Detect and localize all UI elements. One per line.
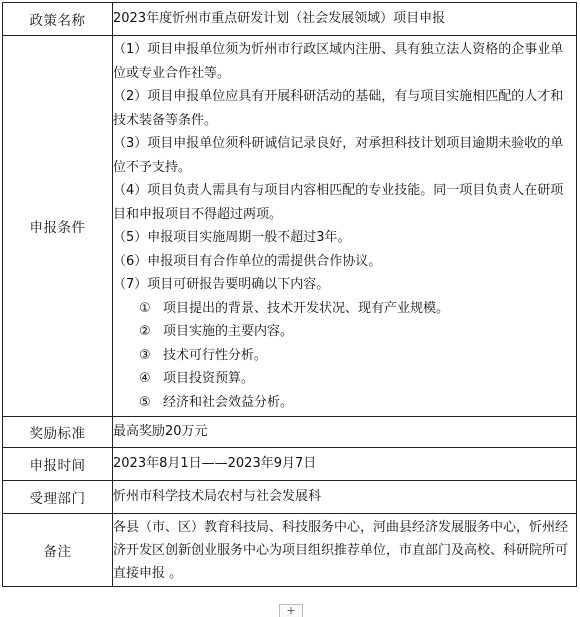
label-note: 备注 [3, 514, 113, 587]
condition-item: （7）项目可研报告要明确以下内容。 [113, 277, 330, 292]
add-row-button[interactable]: + [279, 604, 303, 617]
report-sub-item [113, 297, 576, 321]
sub-item-text: 技术可行性分析。 [163, 347, 268, 363]
label-policy-name: 政策名称 [3, 3, 113, 36]
row-application-time [3, 448, 577, 481]
label-application-time: 申报时间 [3, 448, 113, 481]
value-award: 最高奖励20万元 [113, 417, 577, 448]
policy-table [2, 2, 577, 587]
condition-item: （3）项目申报单位须科研诚信记录良好，对承担科技计划项目逾期未验收的单位不予支持。 [113, 136, 564, 175]
value-policy-name: 2023年度忻州市重点研发计划（社会发展领域）项目申报 [113, 3, 577, 36]
value-note: 各县（市、区）教育科技局、科技服务中心，河曲县经济发展服务中心，忻州经济开发区创新创业服务中心为项目组织推荐单位，市直部门及高校、科研院所可直接申报 。 [113, 514, 577, 587]
sub-item-text: 项目投资预算。 [163, 371, 255, 386]
row-award [3, 417, 577, 448]
sub-item-number: ④ [139, 371, 151, 386]
report-sub-item [113, 367, 576, 391]
row-department [3, 481, 577, 514]
sub-item-text: 项目实施的主要内容。 [163, 324, 294, 339]
condition-item: （2）项目申报单位应具有开展科研活动的基础，有与项目实施相匹配的人才和技术装备等条件。 [113, 89, 564, 128]
label-award: 奖励标准 [3, 417, 113, 448]
report-sub-item [113, 344, 576, 368]
condition-item: （4）项目负责人需具有与项目内容相匹配的专业技能。同一项目负责人在研项目和申报项目不得超过两项。 [113, 183, 564, 222]
condition-item: （5）申报项目实施周期一般不超过3年。 [113, 230, 351, 245]
row-note [3, 514, 577, 587]
sub-item-text: 经济和社会效益分析。 [163, 394, 294, 410]
report-sub-item [113, 391, 576, 415]
label-department: 受理部门 [3, 481, 113, 514]
sub-item-number: ① [139, 300, 151, 316]
row-policy-name [3, 3, 577, 36]
report-sub-item [113, 320, 576, 344]
condition-item: （6）申报项目有合作单位的需提供合作协议。 [113, 253, 382, 269]
sub-item-number: ③ [139, 347, 151, 363]
value-application-time: 2023年8月1日——2023年9月7日 [113, 448, 577, 481]
value-conditions [113, 36, 577, 417]
condition-item: （1）项目申报单位须为忻州市行政区域内注册、具有独立法人资格的企事业单位或专业合作社等。 [113, 42, 564, 81]
value-department: 忻州市科学技术局农村与社会发展科 [113, 481, 577, 514]
sub-item-text: 项目提出的背景、技术开发状况、现有产业规模。 [163, 300, 450, 316]
row-conditions [3, 36, 577, 417]
sub-item-number: ② [139, 324, 151, 339]
sub-item-number: ⑤ [139, 394, 151, 410]
label-conditions: 申报条件 [3, 36, 113, 417]
